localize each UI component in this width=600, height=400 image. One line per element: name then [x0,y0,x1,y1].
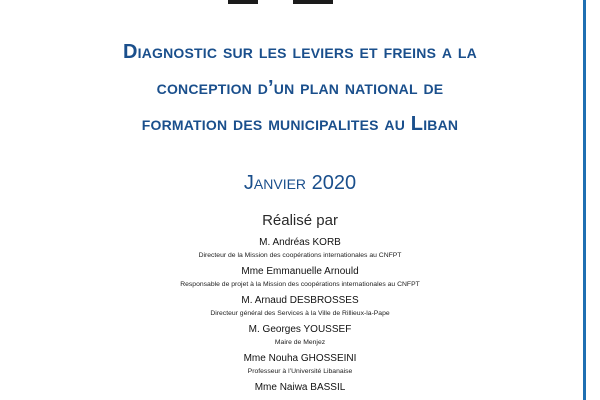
person-name: Mme Naiwa BASSIL [254,382,346,393]
header-mark [293,0,333,4]
credit-person [40,352,560,377]
person-role: Directeur général des Services à la Ville de Rillieux-la-Pape [210,310,390,317]
document-title [40,34,560,142]
credit-person [40,265,560,290]
document-date: Janvier 2020 [243,172,357,194]
person-name: M. Georges YOUSSEF [248,324,352,335]
person-role: Responsable de projet à la Mission des coopérations internationales au CNFPT [180,281,420,288]
credit-person [40,381,560,395]
person-name: M. Andréas KORB [259,237,341,248]
title-line: formation des municipalites au Liban [141,113,459,135]
person-role: Directeur de la Mission des coopérations internationales au CNFPT [198,252,402,259]
credit-person [40,323,560,348]
person-role: Professeur à l’Université Libanaise [247,368,353,375]
page-border [583,0,586,400]
header-mark [228,0,258,4]
credits-block [40,210,560,395]
credit-person [40,236,560,261]
person-name: Mme Emmanuelle Arnould [241,266,359,277]
person-role: Maire de Menjez [274,339,326,346]
credits-intro: Réalisé par [262,212,338,229]
top-header-fragment [0,0,600,6]
person-name: Mme Nouha GHOSSEINI [243,353,357,364]
person-name: M. Arnaud DESBROSSES [241,295,359,306]
credit-person [40,294,560,319]
title-line: conception d’un plan national de [156,77,444,99]
title-line: Diagnostic sur les leviers et freins a la [122,41,477,63]
